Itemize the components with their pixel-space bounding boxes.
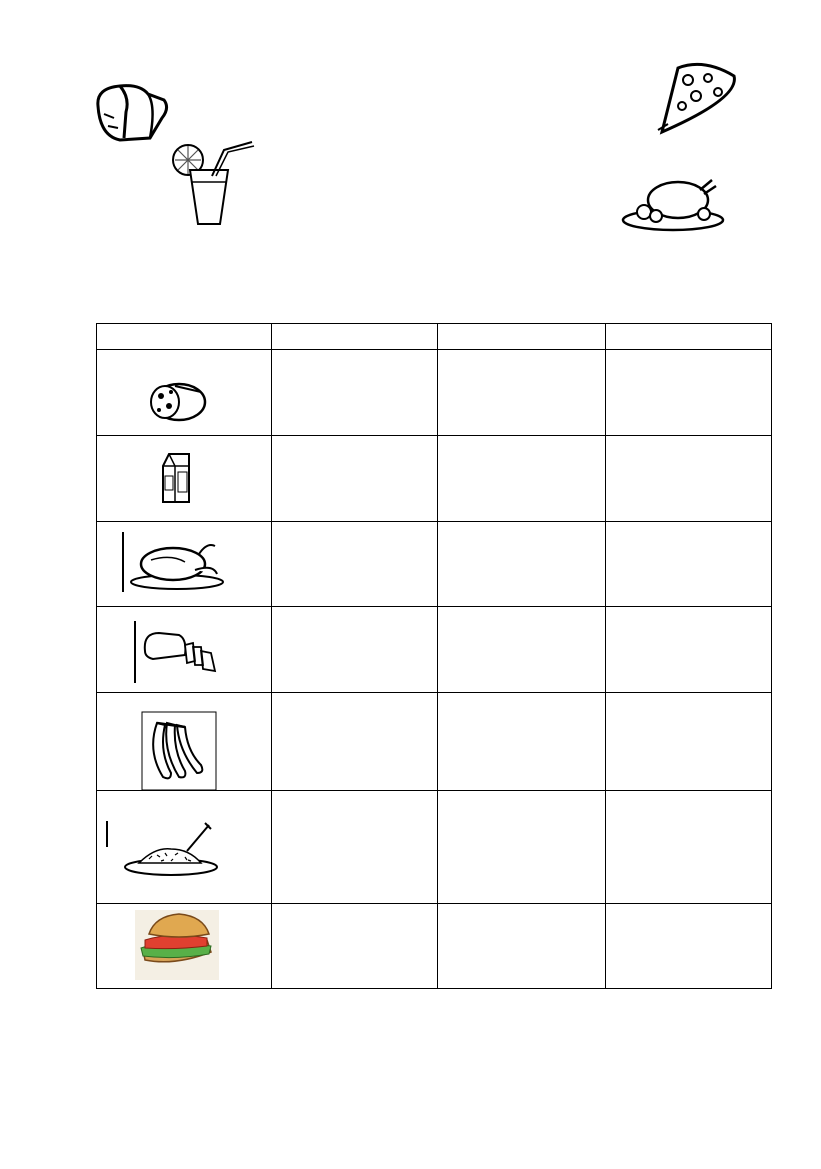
page-title	[282, 87, 587, 188]
friend-1-answer-cell[interactable]	[438, 791, 606, 904]
table-row	[97, 522, 772, 607]
cake-border-bottom	[30, 1110, 796, 1136]
table-row	[97, 693, 772, 791]
friend-1-answer-cell[interactable]	[438, 904, 606, 989]
row-picture-cell	[97, 436, 272, 522]
row-picture-cell	[97, 791, 272, 904]
friend-1-answer-cell[interactable]	[438, 522, 606, 607]
table-row	[97, 904, 772, 989]
friend-1-answer-cell[interactable]	[438, 436, 606, 522]
friend-2-answer-cell[interactable]	[606, 522, 772, 607]
row-picture-cell	[97, 904, 272, 989]
header-me	[272, 324, 438, 350]
cake-border-left	[30, 56, 56, 1110]
survey-table	[96, 323, 772, 989]
friend-2-answer-cell[interactable]	[606, 693, 772, 791]
header-do-you-like	[97, 324, 272, 350]
drink-glass-icon	[168, 136, 264, 230]
roast-dinner-icon	[620, 172, 726, 236]
row-picture-cell	[97, 350, 272, 436]
row-picture-cell	[97, 693, 272, 791]
bread-icon	[90, 78, 170, 144]
cake-border-right	[770, 56, 796, 1110]
cheese-icon	[145, 376, 209, 424]
sandwich-icon	[135, 910, 219, 980]
me-answer-cell[interactable]	[272, 693, 438, 791]
friend-1-answer-cell[interactable]	[438, 693, 606, 791]
bread-loaf-icon	[133, 617, 223, 683]
header-friend-1	[438, 324, 606, 350]
me-answer-cell[interactable]	[272, 904, 438, 989]
table-row	[97, 607, 772, 693]
friend-2-answer-cell[interactable]	[606, 791, 772, 904]
table-row	[97, 350, 772, 436]
friend-2-answer-cell[interactable]	[606, 904, 772, 989]
me-answer-cell[interactable]	[272, 436, 438, 522]
me-answer-cell[interactable]	[272, 607, 438, 693]
me-answer-cell[interactable]	[272, 350, 438, 436]
me-answer-cell[interactable]	[272, 791, 438, 904]
friend-1-answer-cell[interactable]	[438, 350, 606, 436]
pizza-icon	[656, 58, 742, 138]
rice-plate-icon	[105, 817, 221, 881]
cake-border-top	[30, 30, 796, 56]
friend-2-answer-cell[interactable]	[606, 436, 772, 522]
me-answer-cell[interactable]	[272, 522, 438, 607]
roast-chicken-icon	[121, 530, 225, 594]
bananas-icon	[141, 711, 217, 791]
table-row	[97, 436, 772, 522]
header-friend-2	[606, 324, 772, 350]
row-picture-cell	[97, 522, 272, 607]
friend-1-answer-cell[interactable]	[438, 607, 606, 693]
table-row	[97, 791, 772, 904]
milk-carton-icon	[159, 450, 193, 506]
friend-2-answer-cell[interactable]	[606, 350, 772, 436]
friend-2-answer-cell[interactable]	[606, 607, 772, 693]
row-picture-cell	[97, 607, 272, 693]
